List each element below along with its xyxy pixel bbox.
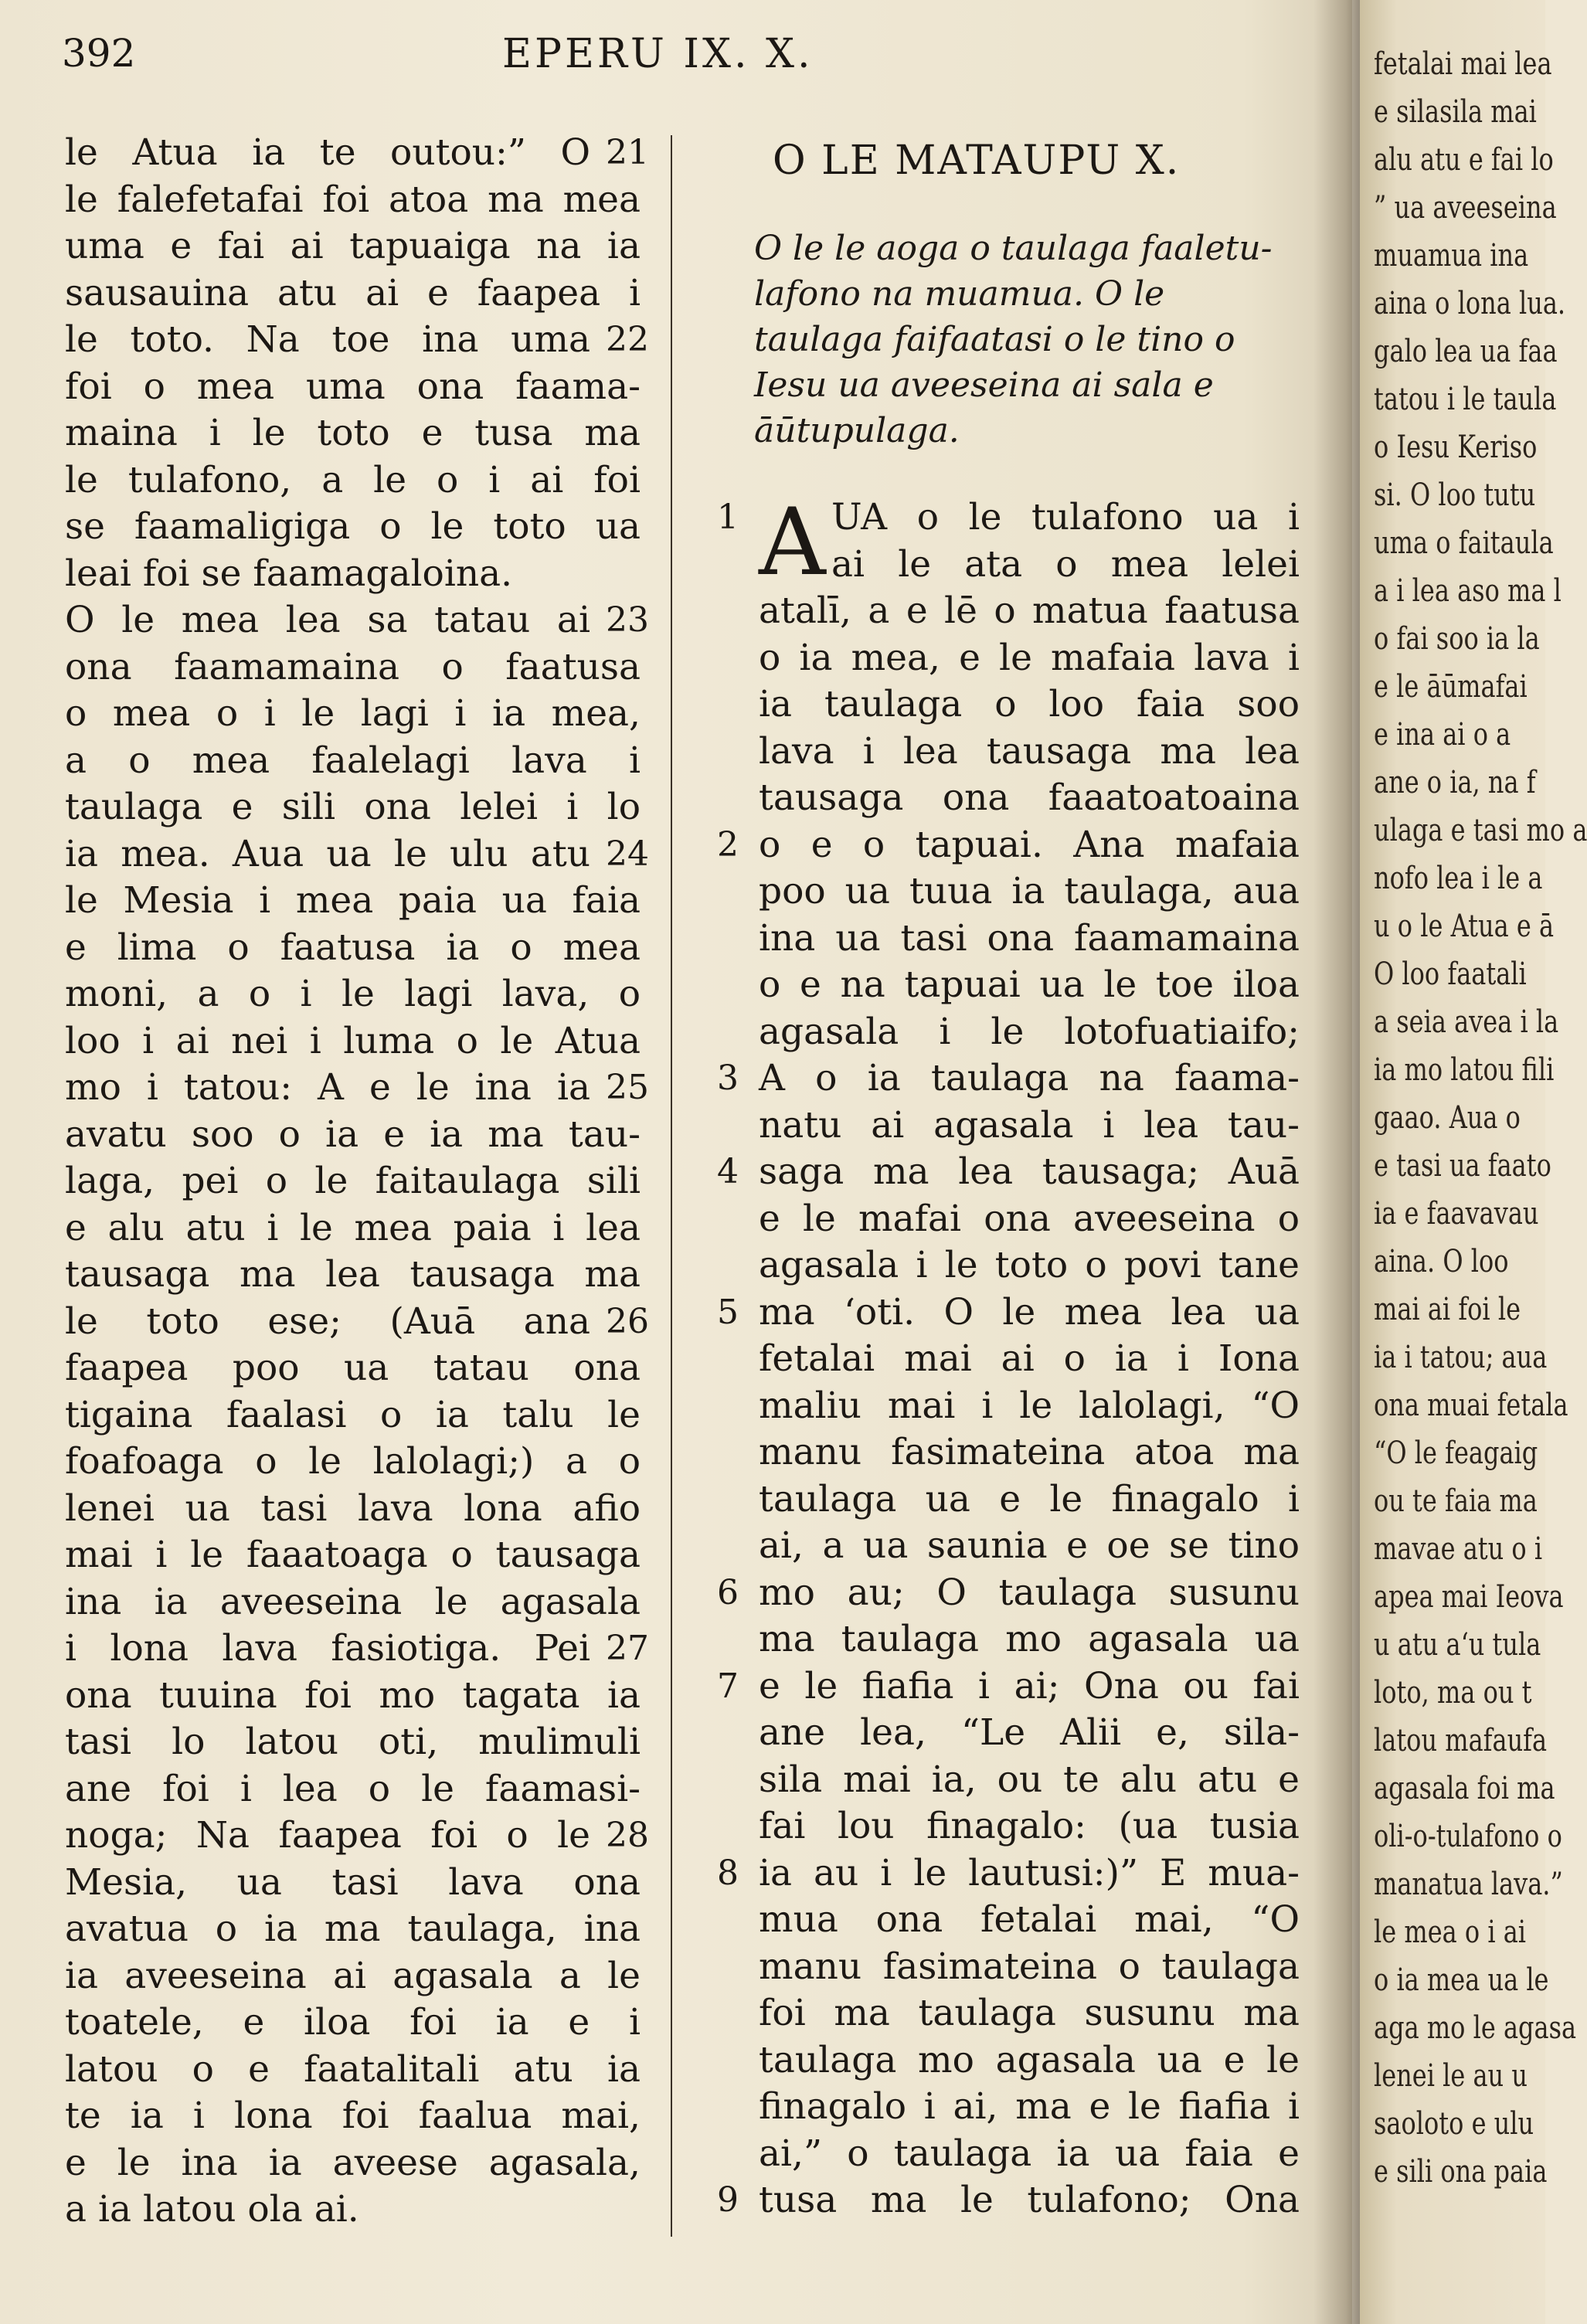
text-line (65, 597, 649, 644)
text-line (717, 775, 1300, 822)
text-line (65, 1205, 644, 1252)
text-line (65, 831, 649, 878)
text-line (65, 1906, 644, 1953)
text-line (717, 868, 1300, 916)
text-line (65, 1439, 644, 1486)
text-line (717, 2131, 1300, 2178)
text-line (65, 878, 644, 925)
text-line (717, 1289, 1300, 1337)
line-text: tigaina faalasi o ia talu le (65, 1393, 641, 1436)
text-line (717, 681, 1300, 729)
line-text: o e na tapuai ua le toe iloa (759, 963, 1300, 1006)
drop-cap: A (759, 489, 826, 596)
line-text: ai,” o taulaga ia ua faia e (759, 2132, 1300, 2175)
facing-page-line: ane o ia, na f (1374, 765, 1536, 800)
line-text: a ia latou ola ai. (65, 2188, 359, 2231)
facing-page-line: lenei le au u (1374, 2058, 1528, 2094)
facing-page-line: e ina ai o a (1374, 717, 1511, 753)
line-text: natu ai agasala i lea tau- (759, 1103, 1300, 1147)
facing-page-line: e le āūmafai (1374, 669, 1528, 705)
text-line (65, 1392, 644, 1439)
facing-page-line: agasala foi ma (1374, 1771, 1555, 1806)
facing-page-line: aga mo le agasa (1374, 2010, 1577, 2046)
line-text: e le fiafia i ai; Ona ou fai (759, 1664, 1300, 1707)
text-line (717, 729, 1300, 776)
text-line (717, 1383, 1300, 1430)
line-text: agasala i le toto o povi tane (759, 1244, 1300, 1286)
line-text: O le mea lea sa tatau ai (65, 599, 590, 641)
verse-number: 24 (606, 834, 649, 874)
line-text: a o mea faalelagi lava i (65, 739, 641, 782)
text-line (65, 551, 644, 598)
text-line (65, 2000, 644, 2047)
line-text: moni, a o i le lagi lava, o (65, 973, 641, 1015)
text-line (65, 457, 644, 505)
line-text: finagalo i ai, ma e le fiafia i (759, 2085, 1300, 2128)
verse-number: 23 (606, 600, 649, 640)
facing-page-line: o ia mea ua le (1374, 1962, 1549, 1998)
verse-number: 27 (606, 1629, 649, 1668)
line-text: e le mafai ona aveeseina o (759, 1197, 1300, 1240)
line-text: faapea poo ua tatau ona (65, 1347, 641, 1389)
facing-page-edge (1360, 0, 1587, 2324)
facing-page-line: mai ai foi le (1374, 1292, 1521, 1327)
text-line (65, 2093, 644, 2140)
facing-page-line: ” ua aveeseina (1374, 190, 1557, 226)
facing-page-line: ia i tatou; aua (1374, 1340, 1548, 1375)
column-divider (671, 135, 672, 2237)
line-text: toatele, e iloa foi ia e i (65, 2001, 641, 2044)
line-text: ane foi i lea o le faamasi- (65, 1767, 641, 1810)
facing-page-line: u atu a‘u tula (1374, 1627, 1541, 1663)
text-line (65, 223, 644, 270)
text-line (717, 2177, 1300, 2224)
line-text: foi ma taulaga susunu ma (759, 1992, 1300, 2034)
right-column (717, 489, 1300, 2224)
text-line (65, 925, 644, 972)
text-line (65, 1018, 644, 1065)
facing-page-line: gaao. Aua o (1374, 1100, 1521, 1136)
summary-line: O le le aoga o taulaga faaletu- (754, 229, 1273, 268)
line-text: mai i le faaatoaga o tausaga (65, 1534, 641, 1576)
verse-number: 1 (717, 498, 739, 537)
line-text: A o ia taulaga na faama- (759, 1057, 1300, 1099)
facing-page-line: e tasi ua faato (1374, 1148, 1551, 1184)
facing-page-line: loto, ma ou t (1374, 1675, 1532, 1711)
line-text: ia taulaga o loo faia soo (759, 683, 1300, 725)
facing-page-line: ou te faia ma (1374, 1483, 1538, 1519)
verse-number: 22 (606, 320, 649, 359)
facing-page-line: latou mafaufa (1374, 1723, 1548, 1758)
verse-number: 2 (717, 824, 739, 865)
page-number: 392 (62, 31, 136, 76)
text-line (717, 1103, 1300, 1150)
text-line (65, 2140, 644, 2187)
left-column (65, 130, 649, 2234)
facing-page-line: “O le feagaig (1374, 1436, 1538, 1471)
text-line (65, 1112, 644, 1159)
line-text: taulaga e sili ona lelei i lo (65, 786, 641, 828)
facing-page-line: O loo faatali (1374, 956, 1527, 992)
facing-page-line: manatua lava.” (1374, 1867, 1563, 1902)
facing-page-line: e sili ona paia (1374, 2154, 1548, 2190)
text-line (717, 1523, 1300, 1570)
text-line (65, 317, 649, 364)
line-text: foi o mea uma ona faama- (65, 365, 641, 408)
text-line (65, 2047, 644, 2094)
line-text: noga; Na faapea foi o le (65, 1814, 590, 1857)
facing-page-line: mavae atu o i (1374, 1531, 1543, 1567)
line-text: o ia mea, e le mafaia lava i (759, 636, 1300, 679)
line-text: mo au; O taulaga susunu (759, 1571, 1300, 1614)
line-text: poo ua tuua ia taulaga, aua (759, 870, 1300, 912)
line-text: manu fasimateina atoa ma (759, 1431, 1300, 1473)
line-text: ia aveeseina ai agasala a le (65, 1954, 641, 1997)
text-line (717, 1196, 1300, 1243)
line-text: fetalai mai ai o ia i Iona (759, 1337, 1300, 1380)
text-line (65, 1813, 649, 1860)
line-text: ane lea, “Le Alii e, sila- (759, 1711, 1300, 1754)
text-line (717, 1429, 1300, 1476)
text-line (65, 364, 644, 411)
line-text: saga ma lea tausaga; Auā (759, 1150, 1300, 1193)
text-line (65, 504, 644, 551)
facing-page-line: o Iesu Keriso (1374, 430, 1538, 465)
line-text: maina i le toto e tusa ma (65, 412, 641, 454)
text-line (717, 1336, 1300, 1383)
line-text: lenei ua tasi lava lona afio (65, 1486, 641, 1530)
text-line (65, 738, 644, 785)
line-text: ai le ata o mea lelei (831, 542, 1300, 586)
line-text: le falefetafai foi atoa ma mea (65, 178, 641, 221)
text-line (65, 130, 649, 177)
text-line (65, 1299, 649, 1346)
line-text: taulaga ua e le finagalo i (759, 1477, 1300, 1520)
line-text: ina ia aveeseina le agasala (65, 1580, 641, 1623)
text-line (65, 270, 644, 318)
chapter-summary (754, 226, 1279, 454)
facing-page-line: muamua ina (1374, 238, 1529, 274)
line-text: ai, a ua saunia e oe se tino (759, 1524, 1300, 1567)
text-line (717, 1990, 1300, 2037)
text-line (717, 1944, 1300, 1991)
line-text: te ia i lona foi faalua mai, (65, 2095, 641, 2137)
line-text: o e o tapuai. Ana mafaia (759, 823, 1300, 866)
text-line (65, 410, 644, 457)
text-line (717, 1242, 1300, 1289)
text-line (65, 1252, 644, 1299)
facing-page-line: e silasila mai (1374, 94, 1537, 130)
line-text: e le ina ia aveese agasala, (65, 2141, 641, 2184)
verse-number: 21 (606, 133, 649, 172)
line-text: le Atua ia te outou:” O (65, 131, 590, 174)
line-text: tausaga ona faaatoatoaina (759, 776, 1300, 819)
text-line (717, 1663, 1300, 1711)
line-text: atalī, a e lē o matua faatusa (759, 589, 1300, 632)
text-line (717, 822, 1300, 869)
line-text: maliu mai i le lalolagi, “O (759, 1384, 1300, 1427)
facing-page-line: le mea o i ai (1374, 1915, 1527, 1950)
text-line (717, 1616, 1300, 1663)
facing-page-line: a i lea aso ma l (1374, 573, 1562, 609)
text-line (717, 1009, 1300, 1056)
line-text: agasala i le lotofuatiaifo; (759, 1010, 1300, 1053)
line-text: mo i tatou: A e le ina ia (65, 1066, 590, 1109)
line-text: ia mea. Aua ua le ulu atu (65, 832, 590, 875)
text-line (717, 1710, 1300, 1757)
text-line (65, 1860, 644, 1907)
text-line (65, 1486, 644, 1533)
running-head (62, 31, 1298, 85)
line-text: leai foi se faamagaloina. (65, 552, 513, 595)
line-text: ma taulaga mo agasala ua (759, 1618, 1300, 1660)
text-line (65, 1719, 644, 1766)
line-text: e lima o faatusa ia o mea (65, 926, 641, 969)
line-text: ia au i le lautusi:)” E mua- (759, 1851, 1300, 1894)
verse-number: 26 (606, 1301, 649, 1341)
text-line (65, 1158, 644, 1205)
facing-page-line: aina o lona lua. (1374, 286, 1566, 321)
facing-page-line: ona muai fetala (1374, 1388, 1568, 1423)
line-text: e alu atu i le mea paia i lea (65, 1206, 641, 1249)
facing-page-line: u o le Atua e ā (1374, 909, 1555, 944)
text-line (65, 1579, 644, 1626)
line-text: tusa ma le tulafono; Ona (759, 2179, 1300, 2221)
facing-page-line: ulaga e tasi mo a (1374, 813, 1587, 848)
line-text: latou o e faatalitali atu ia (65, 2047, 641, 2091)
verse-number: 28 (606, 1816, 649, 1855)
text-line (717, 588, 1300, 635)
line-text: uma e fai ai tapuaiga na ia (65, 225, 641, 267)
text-line (65, 1065, 649, 1112)
book-title: EPERU IX. X. (502, 31, 814, 77)
text-line (717, 1803, 1300, 1850)
facing-page-line: ia mo latou fili (1374, 1052, 1555, 1088)
text-line (65, 784, 644, 831)
line-text: sausauina atu ai e faapea i (65, 271, 641, 314)
text-line (65, 971, 644, 1018)
text-line (717, 635, 1300, 682)
line-text: i lona lava fasiotiga. Pei (65, 1627, 590, 1670)
text-line (717, 1570, 1300, 1617)
line-text: loo i ai nei i luma o le Atua (65, 1019, 641, 1062)
facing-page-line: galo lea ua faa (1374, 334, 1558, 369)
line-text: tausaga ma lea tausaga ma (65, 1253, 641, 1296)
line-text: UA o le tulafono ua i (831, 496, 1300, 539)
text-line (717, 1149, 1300, 1196)
line-text: taulaga mo agasala ua e le (759, 2038, 1300, 2081)
text-line (717, 1757, 1300, 1804)
facing-page-line: si. O loo tutu (1374, 477, 1536, 513)
summary-line: taulaga faifaatasi o le tino o (754, 320, 1235, 359)
line-text: lava i lea tausaga ma lea (759, 729, 1300, 773)
text-line (65, 1766, 644, 1813)
facing-page-line: fetalai mai lea (1374, 46, 1552, 82)
text-line (717, 1850, 1300, 1898)
facing-page-line: aina. O loo (1374, 1244, 1509, 1279)
line-text: ma ‘oti. O le mea lea ua (759, 1290, 1300, 1334)
verse-number: 9 (717, 2180, 739, 2220)
line-text: foafoaga o le lalolagi;) a o (65, 1440, 641, 1483)
line-text: Mesia, ua tasi lava ona (65, 1860, 641, 1904)
line-text: tasi lo latou oti, mulimuli (65, 1721, 641, 1763)
text-line (65, 1345, 644, 1392)
text-line (65, 644, 644, 691)
facing-page-line: oli-o-tulafono o (1374, 1819, 1562, 1854)
text-line (717, 962, 1300, 1009)
verse-number: 5 (717, 1292, 739, 1332)
facing-page-line: ia e faavavau (1374, 1196, 1539, 1232)
verse-number: 4 (717, 1152, 739, 1191)
facing-page-line: nofo lea i le a (1374, 861, 1543, 896)
chapter-heading: O LE MATAUPU X. (773, 138, 1181, 184)
line-text: le toto ese; (Auā ana (65, 1300, 590, 1343)
text-line (717, 2037, 1300, 2084)
summary-line: lafono na muamua. O le (754, 274, 1165, 314)
facing-page-line: o fai soo ia la (1374, 621, 1540, 657)
line-text: avatua o ia ma taulaga, ina (65, 1908, 641, 1950)
facing-page-line: uma o faitaula (1374, 525, 1554, 561)
text-line (65, 691, 644, 738)
line-text: le toto. Na toe ina uma (65, 318, 590, 361)
facing-page-line: apea mai Ieova (1374, 1579, 1564, 1615)
text-line (65, 177, 644, 224)
text-line (65, 1673, 644, 1720)
line-text: sila mai ia, ou te alu atu e (759, 1758, 1300, 1801)
line-text: manu fasimateina o taulaga (759, 1945, 1300, 1988)
line-text: ina ua tasi ona faamamaina (759, 916, 1300, 960)
text-line (65, 1626, 649, 1673)
text-line (717, 2084, 1300, 2131)
text-line (65, 2186, 644, 2234)
facing-page-line: a seia avea i la (1374, 1004, 1559, 1040)
facing-page-line: alu atu e fai lo (1374, 142, 1554, 178)
line-text: se faamaligiga o le toto ua (65, 505, 641, 548)
line-text: o mea o i le lagi i ia mea, (65, 692, 641, 735)
facing-page-line: saoloto e ulu (1374, 2106, 1534, 2142)
line-text: mua ona fetalai mai, “O (759, 1898, 1300, 1941)
line-text: ona tuuina foi mo tagata ia (65, 1673, 641, 1717)
text-line (717, 1055, 1300, 1103)
verse-number: 7 (717, 1666, 739, 1706)
line-text: fai lou finagalo: (ua tusia (759, 1805, 1300, 1847)
text-line (717, 494, 1300, 542)
text-line (65, 1532, 644, 1579)
text-line (65, 1953, 644, 2000)
verse-number: 25 (606, 1068, 649, 1107)
line-text: le Mesia i mea paia ua faia (65, 879, 641, 922)
summary-line: Iesu ua aveeseina ai sala e (754, 365, 1214, 405)
text-line (717, 1897, 1300, 1944)
text-line (717, 916, 1300, 963)
facing-page-line: tatou i le taula (1374, 382, 1557, 417)
text-line (717, 542, 1300, 589)
line-text: le tulafono, a le o i ai foi (65, 458, 641, 501)
line-text: laga, pei o le faitaulaga sili (65, 1160, 641, 1202)
summary-line: āūtupulaga. (754, 411, 960, 450)
verse-number: 6 (717, 1572, 739, 1612)
verse-number: 3 (717, 1058, 739, 1098)
text-line (717, 1476, 1300, 1524)
line-text: ona faamamaina o faatusa (65, 645, 641, 688)
line-text: avatu soo o ia e ia ma tau- (65, 1113, 641, 1156)
verse-number: 8 (717, 1853, 739, 1893)
